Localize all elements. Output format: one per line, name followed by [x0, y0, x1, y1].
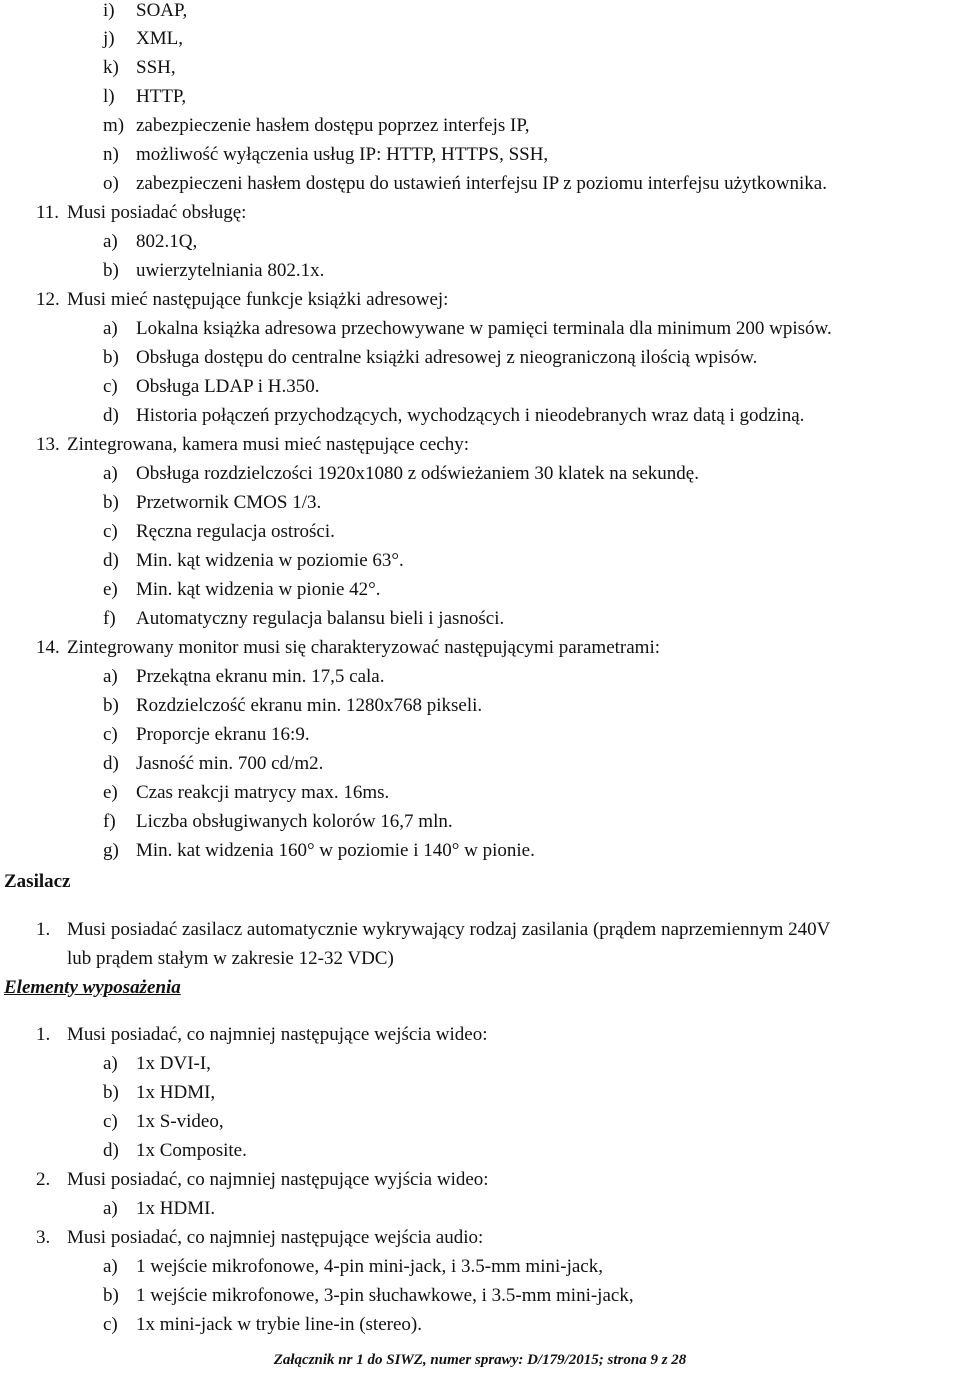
page-footer: Załącznik nr 1 do SIWZ, numer sprawy: D/179/2015; strona 9 z 28	[273, 1352, 687, 1368]
section-heading-zasilacz: Zasilacz	[4, 871, 71, 892]
paragraph-continuation: lub prądem stałym w zakresie 12-32 VDC)	[67, 948, 394, 969]
section-heading-elementy: Elementy wyposażenia	[4, 977, 181, 998]
document-page: i) SOAP, j) XML, k) SSH, l) HTTP, m) zabezpieczenie hasłem dostępu poprzez interfejs IP, n) możliwość wyłączenia usług IP: HTTP, HTTPS, SSH, o) zabezpieczeni hasłem dostępu do ustawień interfejsu IP z poziomu interfejsu użytkownika. 11. Musi posiadać obsługę: a) 802.1Q, b) uwierzytelniania 802.1x. 12. Musi mieć następujące funkcje książki adresowej: a) Lokalna książka adresowa przechowywane w pamięci terminala dla minimum 200 wpisów. b) Obsługa dostępu do centralne książki adresowej z nieograniczoną ilością wpisów. c) Obsługa LDAP i H.350. d) Historia połączeń przychodzących, wychodzących i nieodebranych wraz datą i godziną. 13. Zintegrowana, kamera musi mieć następujące cechy: a) Obsługa rozdzielczości 1920x1080 z odświeżaniem 30 klatek na sekundę. b) Przetwornik CMOS 1/3. c) Ręczna regulacja ostrości. d) Min. kąt widzenia w poziomie 63°. e) Min. kąt widzenia w pionie 42°. f) Automatyczny regulacja balansu bieli i jasności. 14. Zintegrowany monitor musi się charakteryzować następującymi parametrami: a) Przekątna ekranu min. 17,5 cala. b) Rozdzielczość ekranu min. 1280x768 pikseli. c) Proporcje ekranu 16:9. d) Jasność min. 700 cd/m2. e) Czas reakcji matrycy max. 16ms. f) Liczba obsługiwanych kolorów 16,7 mln. g) Min. kat widzenia 160° w poziomie i 140° w pionie. Zasilacz 1. Musi posiadać zasilacz automatycznie wykrywający rodzaj zasilania (prądem naprzemiennym 240V lub prądem stałym w zakresie 12-32 VDC) Elementy wyposażenia 1. Musi posiadać, co najmniej następujące wejścia wideo: a) 1x DVI-I, b) 1x HDMI, c) 1x S-video, d) 1x Composite. 2. Musi posiadać, co najmniej następujące wyjścia wideo: a) 1x HDMI. 3. Musi posiadać, co najmniej następujące wejścia audio: a) 1 wejście mikrofonowe, 4-pin mini-jack, i 3.5-mm mini-jack, b) 1 wejście mikrofonowe, 3-pin słuchawkowe, i 3.5-mm mini-jack, c) 1x mini-jack w trybie line-in (stereo). Załącznik nr 1 do SIWZ, numer sprawy: D/179/2015; strona 9 z 28	[0, 0, 960, 1374]
